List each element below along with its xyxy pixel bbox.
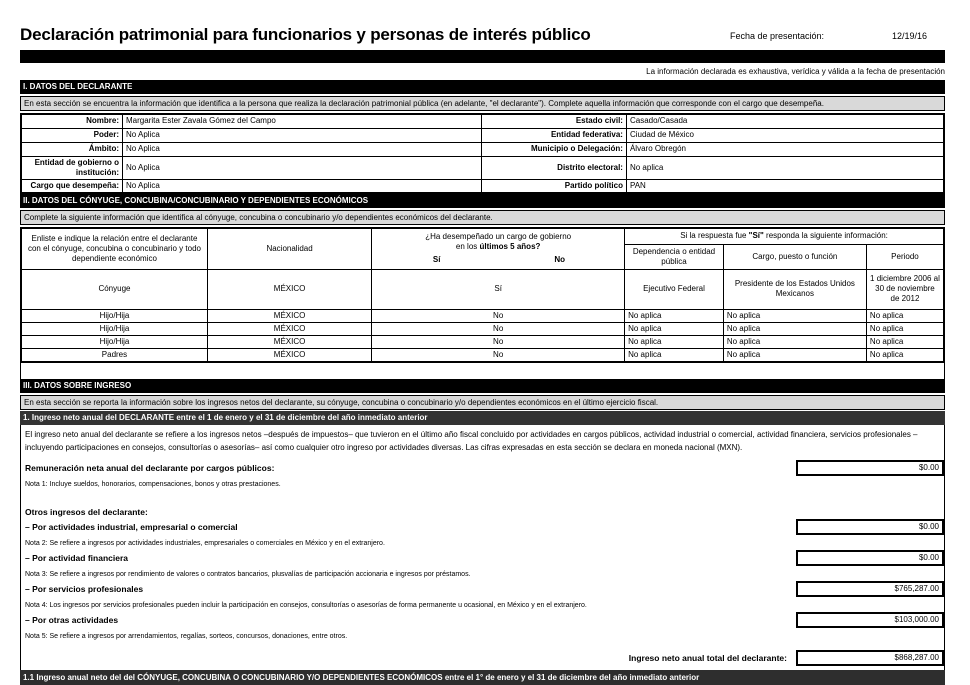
cell-nacionalidad: MÉXICO [207,348,371,362]
column-header-cargo-puesto: Cargo, puesto o función [723,244,866,269]
table-row [21,335,944,348]
column-header-nacionalidad: Nacionalidad [207,228,371,269]
otros-ingresos-header: Otros ingresos del declarante: [25,506,148,517]
presentation-date-value: 12/19/16 [891,31,927,41]
income-note: Nota 4: Los ingresos por servicios profesionales pueden incluir la participación en consejos, consultorías o asesorías de forma permanente u ocasional, en México y en el extranjero. [25,601,587,609]
column-group-respuesta: Si la respuesta fue "Sí" responda la siguiente información: [625,228,944,244]
cell-relacion: Hijo/Hija [21,322,207,335]
cell-cargo-gobierno: No [372,322,625,335]
income-item [21,550,944,566]
cell-periodo: No aplica [866,309,944,322]
empty-table-row [20,363,945,379]
income-total-row [21,650,944,666]
cell-relacion: Hijo/Hija [21,335,207,348]
section2-instructions: Complete la siguiente información que identifica al cónyuge, concubina o concubinario y/o dependientes económicos del declarante. [20,210,945,225]
dependents-table [20,227,945,363]
table-header-row [21,228,944,244]
field-label-entidad-gobierno: Entidad de gobierno o institución: [21,156,123,179]
field-label-municipio: Municipio o Delegación: [482,142,627,156]
income-total-label: Ingreso neto anual total del declarante: [628,652,787,663]
cell-dependencia: No aplica [625,322,724,335]
income-note: Nota 1: Incluye sueldos, honorarios, compensaciones, bonos y otras prestaciones. [25,480,281,488]
table-row [21,156,944,179]
table-row [21,128,944,142]
field-value-entidad-gobierno: No Aplica [123,156,482,179]
section3-header: III. DATOS SOBRE INGRESO [20,379,945,393]
declaration-document [20,24,945,685]
cell-nacionalidad: MÉXICO [207,309,371,322]
cell-nacionalidad: MÉXICO [207,335,371,348]
page-title: Declaración patrimonial para funcionarios y personas de interés público [20,25,591,44]
cell-puesto: No aplica [723,322,866,335]
income-item-label: Remuneración neta anual del declarante por cargos públicos: [25,462,275,473]
section1-instructions: En esta sección se encuentra la información que identifica a la persona que realiza la declaración patrimonial pública (en adelante, "el declarante"). Complete aquella información que corresponde con el cargo que desempeña. [20,96,945,111]
cell-dependencia: Ejecutivo Federal [625,269,724,309]
income-note: Nota 3: Se refiere a ingresos por rendimiento de valores o contratos bancarios, plusvalías de participación accionaria e ingresos por préstamos. [25,570,471,578]
question-line1: ¿Ha desempeñado un cargo de gobierno [425,232,572,242]
si-no-labels [375,255,621,265]
cell-dependencia: No aplica [625,309,724,322]
cell-nacionalidad: MÉXICO [207,322,371,335]
cell-relacion: Padres [21,348,207,362]
no-label: No [554,255,565,265]
table-row [21,322,944,335]
field-label-entidad-federativa: Entidad federativa: [482,128,627,142]
cell-puesto: Presidente de los Estados Unidos Mexicanos [723,269,866,309]
income-item [21,519,944,535]
spacer [21,489,944,505]
cell-nacionalidad: MÉXICO [207,269,371,309]
presentation-date [730,31,945,41]
column-header-relacion: Enliste e indique la relación entre el declarante con el cónyuge, concubina o concubinario y todo dependiente económico [21,228,207,269]
cell-periodo: 1 diciembre 2006 al 30 de noviembre de 2012 [866,269,944,309]
cell-cargo-gobierno: No [372,335,625,348]
income-item-label: – Por servicios profesionales [25,583,144,594]
field-label-nombre: Nombre: [21,114,123,128]
column-header-dependencia: Dependencia o entidad pública [625,244,724,269]
section3-instructions: En esta sección se reporta la información sobre los ingresos netos del declarante, su cónyuge, concubina o concubinario y/o dependientes económicos en el último ejercicio fiscal. [20,395,945,410]
field-label-partido: Partido político [482,179,627,193]
field-value-nombre: Margarita Ester Zavala Gómez del Campo [123,114,482,128]
field-label-poder: Poder: [21,128,123,142]
income-section-body [20,425,945,670]
cell-puesto: No aplica [723,348,866,362]
field-value-entidad-federativa: Ciudad de México [626,128,944,142]
income-description: El ingreso neto anual del declarante se refiere a los ingresos netos –después de impuestos– que tuvieron en el último año fiscal concluido por actividades en cargos públicos, actividad industrial o comercial, actividad financiera, servicios profesionales –incluyendo participaciones en consejos, consultorías o asesorías– así como cualquier otro ingreso por actividades diversas. Las cifras expresadas en esta sección se declara en moneda nacional (MXN). [25,429,918,452]
cell-dependencia: No aplica [625,335,724,348]
cell-puesto: No aplica [723,309,866,322]
field-value-poder: No Aplica [123,128,482,142]
field-value-municipio: Álvaro Obregón [626,142,944,156]
income-value-box: $765,287.00 [796,581,944,597]
cell-cargo-gobierno: No [372,309,625,322]
subsection11-header: 1.1 Ingreso anual neto del del CÓNYUGE, CONCUBINA O CONCUBINARIO Y/O DEPENDIENTES ECONÓMICOS entre el 1° de enero y el 31 de diciembre del año inmediato anterior [20,670,945,685]
column-header-periodo: Periodo [866,244,944,269]
income-value-box: $0.00 [796,519,944,535]
field-value-distrito-electoral: No aplica [626,156,944,179]
declarant-table [20,113,945,194]
cell-cargo-gobierno: No [372,348,625,362]
cell-relacion: Hijo/Hija [21,309,207,322]
income-note: Nota 5: Se refiere a ingresos por arrendamientos, regalías, sorteos, concursos, donaciones, entre otros. [25,632,348,640]
table-row [21,179,944,193]
field-label-ambito: Ámbito: [21,142,123,156]
income-item-label: – Por actividad financiera [25,552,128,563]
field-value-cargo: No Aplica [123,179,482,193]
income-item [21,460,944,476]
field-label-distrito-electoral: Distrito electoral: [482,156,627,179]
field-label-cargo: Cargo que desempeña: [21,179,123,193]
question-line2: en los últimos 5 años? [455,242,541,252]
si-label: Sí [432,255,441,265]
table-row [21,142,944,156]
section1-header: I. DATOS DEL DECLARANTE [20,80,945,94]
validity-note: La información declarada es exhaustiva, verídica y válida a la fecha de presentación [646,67,945,76]
income-item [21,612,944,628]
income-item-label: – Por otras actividades [25,614,119,625]
header-black-bar [20,50,945,63]
column-header-cargo-gobierno [372,228,625,269]
cell-periodo: No aplica [866,335,944,348]
presentation-date-label: Fecha de presentación: [730,31,825,41]
field-label-estado-civil: Estado civil: [482,114,627,128]
subsection1-header: 1. Ingreso neto anual del DECLARANTE entre el 1 de enero y el 31 de diciembre del año inmediato anterior [20,411,945,425]
table-row [21,269,944,309]
cell-periodo: No aplica [866,322,944,335]
income-value-box: $0.00 [796,550,944,566]
income-total-value-box: $868,287.00 [796,650,944,666]
section2-header: II. DATOS DEL CÓNYUGE, CONCUBINA/CONCUBINARIO Y DEPENDIENTES ECONÓMICOS [20,194,945,208]
table-row [21,309,944,322]
income-item [21,581,944,597]
cell-puesto: No aplica [723,335,866,348]
table-row [21,114,944,128]
field-value-estado-civil: Casado/Casada [626,114,944,128]
cell-periodo: No aplica [866,348,944,362]
income-value-box: $103,000.00 [796,612,944,628]
income-value-box: $0.00 [796,460,944,476]
income-item-label: – Por actividades industrial, empresarial o comercial [25,521,238,532]
cell-relacion: Cónyuge [21,269,207,309]
cell-cargo-gobierno: Sí [372,269,625,309]
income-note: Nota 2: Se refiere a ingresos por actividades industriales, empresariales o comerciales en México y en el extranjero. [25,539,385,547]
field-value-ambito: No Aplica [123,142,482,156]
document-header [20,24,945,46]
cell-dependencia: No aplica [625,348,724,362]
table-row [21,348,944,362]
field-value-partido: PAN [626,179,944,193]
